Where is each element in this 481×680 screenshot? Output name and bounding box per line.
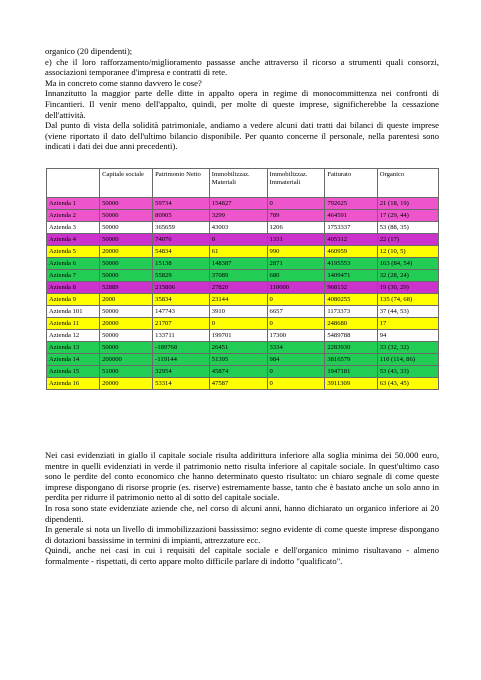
header-fatturato: Fatturato bbox=[325, 169, 377, 198]
table-cell: 5489788 bbox=[325, 330, 377, 342]
table-cell: Azienda 9 bbox=[47, 294, 100, 306]
table-cell: 53314 bbox=[153, 378, 210, 390]
paragraph-monocommittenza: Innanzitutto la maggior parte delle ditte in appalto opera in regime di monocommittenza nei confronti di Fincantieri. Il venir meno dell'appalto, quindi, per molte di queste imprese, significherebbe la cessazione dell'attività. bbox=[45, 88, 439, 120]
header-capitale-sociale: Capitale sociale bbox=[100, 169, 153, 198]
table-cell: 3334 bbox=[267, 342, 325, 354]
table-cell: 0 bbox=[267, 366, 325, 378]
table-cell: Azienda 4 bbox=[47, 234, 100, 246]
table-cell: Azienda 13 bbox=[47, 342, 100, 354]
table-cell: Azienda 16 bbox=[47, 378, 100, 390]
table-cell: 50000 bbox=[100, 198, 153, 210]
table-cell: 990 bbox=[267, 246, 325, 258]
table-cell: 94 bbox=[377, 330, 438, 342]
table-cell: 20000 bbox=[100, 246, 153, 258]
table-cell: 248680 bbox=[325, 318, 377, 330]
table-row bbox=[47, 342, 439, 354]
table-cell: 53 (43, 33) bbox=[377, 366, 438, 378]
table-header-row bbox=[47, 169, 439, 198]
table-cell: 50000 bbox=[100, 258, 153, 270]
paragraph-organico: organico (20 dipendenti); bbox=[45, 46, 133, 56]
table-cell: 0 bbox=[267, 294, 325, 306]
table-cell: 200000 bbox=[100, 354, 153, 366]
table-cell: Azienda 1 bbox=[47, 198, 100, 210]
table-cell: 405312 bbox=[325, 234, 377, 246]
table-cell: 15138 bbox=[153, 258, 210, 270]
table-row bbox=[47, 246, 439, 258]
table-cell: 17 bbox=[377, 318, 438, 330]
table-cell: Azienda 8 bbox=[47, 282, 100, 294]
table-row bbox=[47, 294, 439, 306]
table-cell: 3910 bbox=[209, 306, 267, 318]
table-cell: 1753337 bbox=[325, 222, 377, 234]
table-row bbox=[47, 330, 439, 342]
table-cell: 0 bbox=[267, 318, 325, 330]
table-cell: Azienda 2 bbox=[47, 210, 100, 222]
table-cell: 32 (28, 24) bbox=[377, 270, 438, 282]
table-cell: 464591 bbox=[325, 210, 377, 222]
table-cell: 2871 bbox=[267, 258, 325, 270]
table-cell: 22 (17) bbox=[377, 234, 438, 246]
header-patrimonio-netto: Patrimonio Netto bbox=[153, 169, 210, 198]
table-cell: Azienda 6 bbox=[47, 258, 100, 270]
table-cell: 215806 bbox=[153, 282, 210, 294]
table-cell: 19 (30, 29) bbox=[377, 282, 438, 294]
table-cell: 43003 bbox=[209, 222, 267, 234]
table-cell: 3911309 bbox=[325, 378, 377, 390]
table-cell: 63 (43, 45) bbox=[377, 378, 438, 390]
table-cell: Azienda 3 bbox=[47, 222, 100, 234]
table-cell: 0 bbox=[209, 318, 267, 330]
table-cell: 1206 bbox=[267, 222, 325, 234]
table-cell: 50000 bbox=[100, 330, 153, 342]
table-row bbox=[47, 270, 439, 282]
table-row bbox=[47, 282, 439, 294]
table-cell: 20000 bbox=[100, 318, 153, 330]
table-cell: 50000 bbox=[100, 210, 153, 222]
analysis-text bbox=[45, 450, 439, 567]
intro-text bbox=[45, 46, 439, 152]
table-cell: 52889 bbox=[100, 282, 153, 294]
table-cell: 984 bbox=[267, 354, 325, 366]
table-row bbox=[47, 366, 439, 378]
paragraph-giallo-verde: Nei casi evidenziati in giallo il capitale sociale risulta addirittura inferiore alla soglia minima dei 50.000 euro, mentre in quelli evidenziati in verde il patrimonio netto risulta inferiore al capitale sociale. In quest'ultimo caso sono le perdite del conto economico che hanno determinato questo risultato: un chiaro segnale di come queste imprese dispongano di risorse proprie (es. riserve) estremamente basse, tanto che è bastato anche un solo anno in perdita per ridurre il patrimonio netto al di sotto del capitale sociale. bbox=[45, 450, 439, 503]
table-cell: Azienda 101 bbox=[47, 306, 100, 318]
table-cell: 47587 bbox=[209, 378, 267, 390]
header-organico: Organico bbox=[377, 169, 438, 198]
header-immobilizzazioni-immateriali: Immobilizzaz. Immateriali bbox=[267, 169, 325, 198]
table-cell: 792625 bbox=[325, 198, 377, 210]
table-cell: 27820 bbox=[209, 282, 267, 294]
table-cell: 789 bbox=[267, 210, 325, 222]
table-row bbox=[47, 234, 439, 246]
table-cell: 59734 bbox=[153, 198, 210, 210]
table-cell: 6657 bbox=[267, 306, 325, 318]
table-cell: 0 bbox=[267, 378, 325, 390]
table-cell: Azienda 7 bbox=[47, 270, 100, 282]
table-cell: 17 (29, 44) bbox=[377, 210, 438, 222]
table-cell: 154827 bbox=[209, 198, 267, 210]
header-cell-empty bbox=[47, 169, 100, 198]
table-cell: 50000 bbox=[100, 234, 153, 246]
table-cell: 26451 bbox=[209, 342, 267, 354]
table-cell: Azienda 15 bbox=[47, 366, 100, 378]
table-cell: 365659 bbox=[153, 222, 210, 234]
table-cell: 110 (114, 86) bbox=[377, 354, 438, 366]
table-cell: 3816579 bbox=[325, 354, 377, 366]
table-cell: 968132 bbox=[325, 282, 377, 294]
table-cell: 1947181 bbox=[325, 366, 377, 378]
table-cell: 17300 bbox=[267, 330, 325, 342]
table-cell: 55829 bbox=[153, 270, 210, 282]
table-cell: 133711 bbox=[153, 330, 210, 342]
paragraph-immobilizzazioni: In generale si nota un livello di immobilizzazioni bassissimo: segno evidente di come queste imprese dispongano di dotazioni bassissime in termini di impianti, attrezzature ecc. bbox=[45, 524, 439, 545]
table-cell: 20000 bbox=[100, 378, 153, 390]
table-row bbox=[47, 378, 439, 390]
table-cell: 12 (10, 5) bbox=[377, 246, 438, 258]
table-cell: 135 (74, 68) bbox=[377, 294, 438, 306]
table-cell: 21707 bbox=[153, 318, 210, 330]
table-cell: 2000 bbox=[100, 294, 153, 306]
table-cell: 54834 bbox=[153, 246, 210, 258]
table-cell: 1173373 bbox=[325, 306, 377, 318]
table-row bbox=[47, 318, 439, 330]
paragraph-point-e: e) che il loro rafforzamento/miglioramento passasse anche attraverso il ricorso a strumenti quali consorzi, associazioni temporanee d'impresa e contratti di rete. bbox=[45, 56, 439, 78]
header-immobilizzazioni-materiali: Immobilizzaz. Materiali bbox=[209, 169, 267, 198]
paragraph-rosa: In rosa sono state evidenziate aziende che, nel corso di alcuni anni, hanno dichiarato un organico inferiore ai 20 dipendenti. bbox=[45, 502, 439, 524]
table-cell: 199701 bbox=[209, 330, 267, 342]
table-row bbox=[47, 198, 439, 210]
table-cell: 4080255 bbox=[325, 294, 377, 306]
table-cell: 0 bbox=[209, 234, 267, 246]
table-cell: 163 (84, 54) bbox=[377, 258, 438, 270]
table-cell: 53 (88, 35) bbox=[377, 222, 438, 234]
table-cell: 51000 bbox=[100, 366, 153, 378]
table-cell: 50000 bbox=[100, 306, 153, 318]
table-cell: 74076 bbox=[153, 234, 210, 246]
table-cell: 33 (32, 32) bbox=[377, 342, 438, 354]
table-cell: Azienda 5 bbox=[47, 246, 100, 258]
table-cell: 50000 bbox=[100, 342, 153, 354]
table-cell: Azienda 11 bbox=[47, 318, 100, 330]
paragraph-conclusione: Quindi, anche nei casi in cui i requisiti del capitale sociale e dell'organico minimo risultavano - almeno formalmente - rispettati, di certo appare molto difficile parlare di indotto "qualificato". bbox=[45, 545, 439, 566]
table-cell: -189768 bbox=[153, 342, 210, 354]
table-cell: 37089 bbox=[209, 270, 267, 282]
table-cell: 61 bbox=[209, 246, 267, 258]
table-cell: 4195553 bbox=[325, 258, 377, 270]
table-cell: 2283930 bbox=[325, 342, 377, 354]
table-cell: 80905 bbox=[153, 210, 210, 222]
table-cell: 148387 bbox=[209, 258, 267, 270]
table-cell: Azienda 14 bbox=[47, 354, 100, 366]
table-row bbox=[47, 354, 439, 366]
table-cell: 680 bbox=[267, 270, 325, 282]
balance-table bbox=[46, 168, 439, 390]
table-cell: 147743 bbox=[153, 306, 210, 318]
table-cell: 3299 bbox=[209, 210, 267, 222]
table-row bbox=[47, 222, 439, 234]
table-cell: 32954 bbox=[153, 366, 210, 378]
table-cell: 50000 bbox=[100, 270, 153, 282]
table-cell: 1331 bbox=[267, 234, 325, 246]
table-cell: 0 bbox=[267, 198, 325, 210]
table-row bbox=[47, 258, 439, 270]
table-body bbox=[47, 198, 439, 390]
table-cell: 37 (44, 53) bbox=[377, 306, 438, 318]
table-cell: 460959 bbox=[325, 246, 377, 258]
table-cell: 21 (18, 19) bbox=[377, 198, 438, 210]
table-cell: 51395 bbox=[209, 354, 267, 366]
table-cell: 110000 bbox=[267, 282, 325, 294]
table-row bbox=[47, 210, 439, 222]
table-cell: 35834 bbox=[153, 294, 210, 306]
table-cell: 45874 bbox=[209, 366, 267, 378]
table-cell: -119144 bbox=[153, 354, 210, 366]
paragraph-question: Ma in concreto come stanno davvero le cose? bbox=[45, 77, 202, 88]
table-cell: 23144 bbox=[209, 294, 267, 306]
table-cell: 50000 bbox=[100, 222, 153, 234]
table-cell: 1409471 bbox=[325, 270, 377, 282]
table-cell: Azienda 12 bbox=[47, 330, 100, 342]
table-row bbox=[47, 306, 439, 318]
paragraph-solidita: Dal punto di vista della solidità patrimoniale, andiamo a vedere alcuni dati tratti dai bilanci di queste imprese (viene riportato il dato dell'ultimo bilancio disponibile. Per quanto concerne il personale, nella parentesi sono indicati i dati dei due anni precedenti). bbox=[45, 120, 439, 152]
